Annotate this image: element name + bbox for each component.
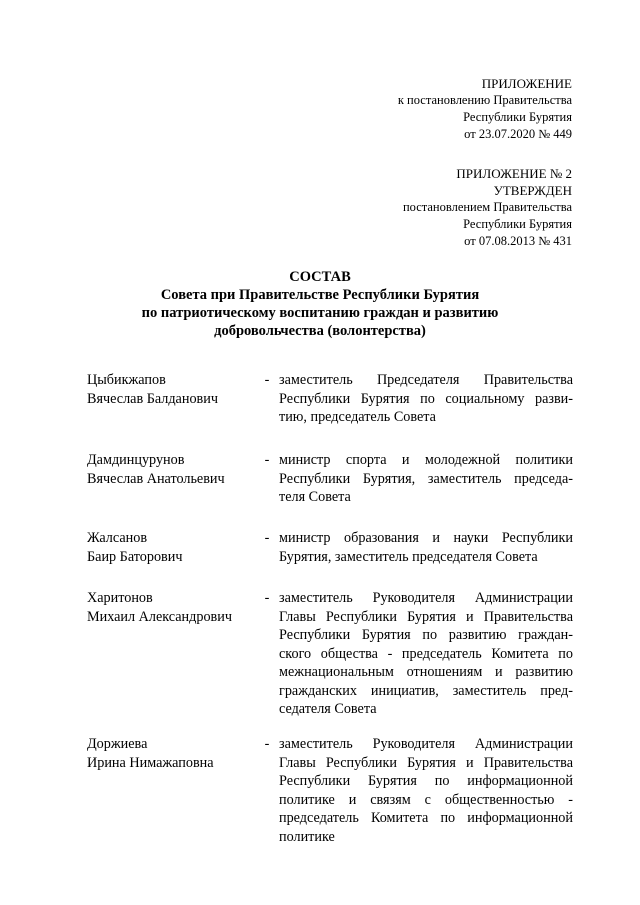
member-given-name: Баир Баторович (87, 548, 183, 565)
appendix-header (398, 75, 572, 143)
member-name (87, 589, 255, 719)
appendix-title: ПРИЛОЖЕНИЕ (481, 76, 572, 91)
member-role-line: министр образования и науки Республики (279, 530, 573, 546)
member-name (87, 451, 255, 507)
member-role-line: теля Совета (279, 489, 351, 505)
member-name (87, 529, 255, 566)
approval-republic: Республики Бурятия (463, 217, 572, 231)
member-role-line: политике и связям с общественностью - (279, 791, 573, 808)
title-line: СОСТАВ (289, 269, 351, 285)
member-role-line: гражданских инициатив, заместитель пред- (279, 682, 573, 699)
member-role-line: политике (279, 828, 335, 845)
appendix-republic: Республики Бурятия (463, 110, 572, 124)
approval-date-number: от 07.08.2013 № 431 (464, 234, 572, 248)
member-role-line: Республики Бурятия по развитию граждан- (279, 627, 573, 643)
member-given-name: Вячеслав Балданович (87, 390, 218, 407)
member-role (279, 451, 573, 507)
appendix-date-number: от 23.07.2020 № 449 (464, 127, 572, 141)
member-dash: - (264, 452, 270, 468)
member-role (279, 589, 573, 719)
member-role-line: Главы Республики Бурятия и Правительства (279, 754, 573, 771)
member-role-line: заместитель Руководителя Администрации (279, 736, 573, 752)
approval-approved: УТВЕРЖДЕН (493, 183, 572, 198)
member-role-line: ского общества - председатель Комитета по (279, 645, 573, 662)
member-role (279, 529, 573, 566)
approval-header (403, 165, 572, 250)
member-role-line: тию, председатель Совета (279, 409, 436, 425)
document-title (0, 268, 640, 340)
member-surname: Жалсанов (87, 530, 148, 546)
member-surname: Харитонов (87, 590, 153, 606)
member-dash: - (264, 590, 270, 606)
member-role-line: Бурятия, заместитель председателя Совета (279, 548, 538, 565)
member-name (87, 371, 255, 427)
member-role-line: Республики Бурятия, заместитель председа- (279, 470, 573, 487)
approval-resolution-ref: постановлением Правительства (402, 200, 572, 214)
member-role-line: межнациональным отношениям и развитию (279, 664, 573, 680)
member-role-line: председатель Комитета по информационной (279, 810, 573, 826)
member-dash: - (264, 736, 270, 752)
member-entry (87, 735, 573, 846)
member-role-line: Республики Бурятия по социальному разви- (279, 390, 573, 407)
appendix-resolution-ref: к постановлению Правительства (397, 93, 572, 107)
member-dash: - (264, 530, 270, 546)
member-given-name: Михаил Александрович (87, 608, 232, 625)
member-given-name: Вячеслав Анатольевич (87, 470, 225, 487)
title-line: добровольчества (волонтерства) (214, 323, 426, 339)
member-surname: Доржиева (87, 736, 148, 752)
member-role-line: заместитель Руководителя Администрации (279, 590, 573, 606)
member-entry (87, 451, 573, 507)
member-role-line: министр спорта и молодежной политики (279, 452, 573, 468)
member-entry (87, 529, 573, 566)
member-name (87, 735, 255, 846)
member-role-line: заместитель Председателя Правительства (279, 372, 573, 388)
member-role (279, 371, 573, 427)
member-entry (87, 371, 573, 427)
member-role-line: Главы Республики Бурятия и Правительства (279, 608, 573, 625)
member-surname: Цыбикжапов (87, 372, 166, 388)
member-entry (87, 589, 573, 719)
member-role (279, 735, 573, 846)
member-surname: Дамдинцурунов (87, 452, 185, 468)
member-role-line: Республики Бурятия по информационной (279, 773, 573, 789)
title-line: по патриотическому воспитанию граждан и развитию (141, 305, 499, 321)
title-line: Совета при Правительстве Республики Бурятия (160, 287, 480, 303)
approval-appendix-title: ПРИЛОЖЕНИЕ № 2 (456, 166, 572, 181)
member-dash: - (264, 372, 270, 388)
member-role-line: седателя Совета (279, 701, 377, 717)
member-given-name: Ирина Нимажаповна (87, 754, 214, 771)
